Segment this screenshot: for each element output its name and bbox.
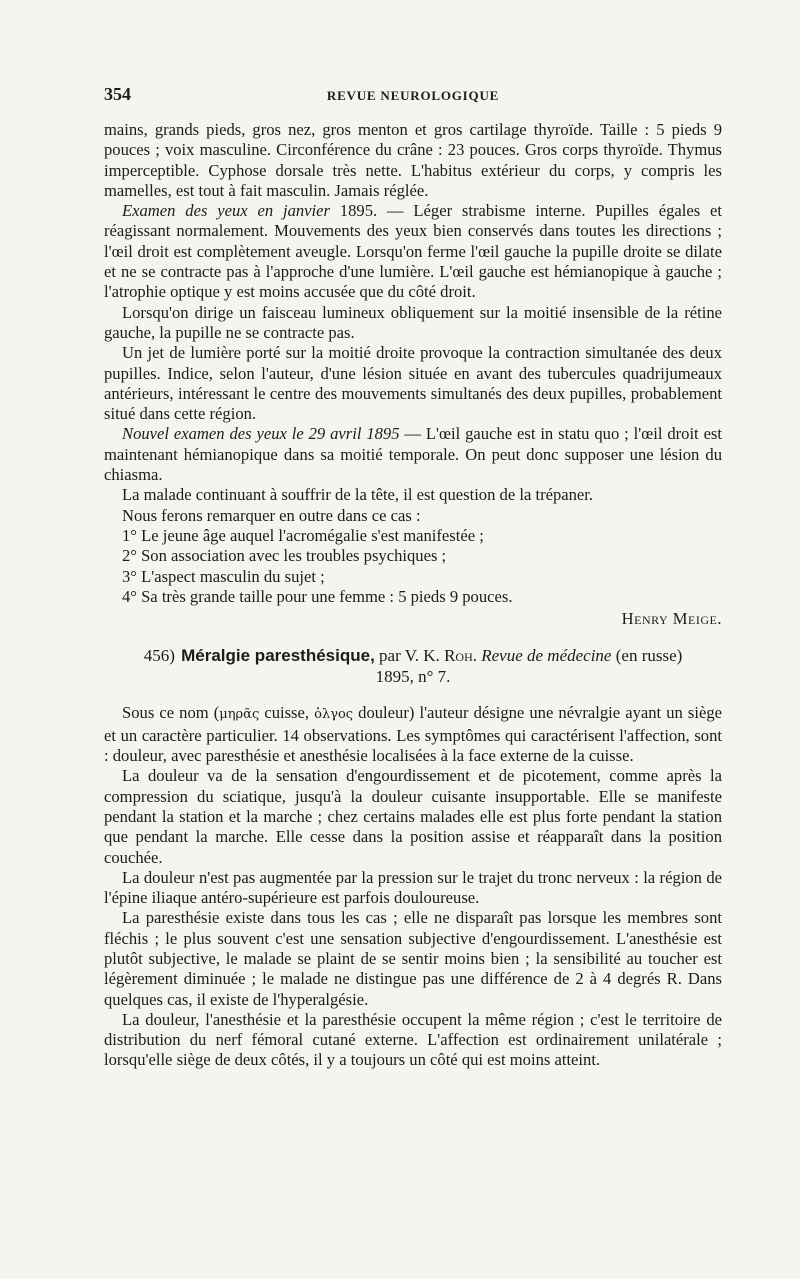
paragraph-text: Sous ce nom ( <box>122 703 220 723</box>
paragraph <box>104 201 722 302</box>
paragraph: mains, grands pieds, gros nez, gros menton et gros cartilage thyroïde. Taille : 5 pieds 9 pouces ; voix masculine. Circonférence du crâne : 23 pouces. Gros corps thyroïde. Thymus imperceptible. Cyphose dorsale très nette. L'habitus extérieur du corps, y compris les mamelles, est tout à fait masculin. Jamais réglée. <box>104 120 722 200</box>
paragraph: Lorsqu'on dirige un faisceau lumineux obliquement sur la moitié insensible de la rétine gauche, la pupille ne se contracte pas. <box>104 302 722 342</box>
article-title: Méralgie paresthésique, <box>181 646 375 666</box>
italic-phrase: Nouvel examen des yeux le 29 avril 1895 <box>122 424 400 444</box>
paragraph-text: cuisse, <box>259 703 315 723</box>
numbered-list <box>104 526 722 607</box>
paragraph: Nous ferons remarquer en outre dans ce cas : <box>122 505 421 525</box>
paragraph: La douleur, l'anesthésie et la paresthésie occupent la même région ; c'est le territoire de distribution du nerf fémoral cutané externe. L'affection est ordinairement unilatérale ; lorsqu'elle siège de deux côtés, il y a toujours un côté qui est moins atteint. <box>104 1009 722 1070</box>
greek-word: μηρᾶς <box>219 707 260 723</box>
article-by: par V. K. <box>379 646 440 666</box>
journal-issue: 1895, n° 7. <box>375 667 451 687</box>
article-456 <box>104 645 722 1070</box>
greek-word: ὀλγος <box>314 707 354 723</box>
list-item: 3° L'aspect masculin du sujet ; <box>122 566 325 586</box>
running-head: REVUE NEUROLOGIQUE <box>326 88 500 103</box>
italic-phrase: Examen des yeux en janvier <box>122 201 330 221</box>
previous-article-continuation <box>104 120 722 629</box>
paragraph: Un jet de lumière porté sur la moitié droite provoque la contraction simultanée des deux pupilles. Indice, selon l'auteur, d'une lésion située en avant des tubercules quadrijumeaux antérieurs, intéressant le centre des mouvements simultanés des deux pupilles, probablement situé dans cette région. <box>104 343 722 424</box>
paragraph: La douleur n'est pas augmentée par la pression sur le trajet du tronc nerveux : la région de l'épine iliaque antéro-supérieure est parfois douloureuse. <box>104 867 722 908</box>
paragraph <box>104 703 722 766</box>
paragraph <box>104 424 722 485</box>
article-number: 456) <box>143 646 175 666</box>
page-text-block <box>104 84 722 1071</box>
list-item: 4° Sa très grande taille pour une femme : 5 pieds 9 pouces. <box>122 586 513 606</box>
paragraph: La douleur va de la sensation d'engourdissement et de picotement, comme après la compression du sciatique, jusqu'à la douleur cuisante insupportable. Elle se manifeste pendant la station et la marche ; chez certains malades elle est plus forte pendant la station que pendant la marche. Elle cesse dans la position assise et réapparaît dans la position couchée. <box>104 766 722 867</box>
paragraph: La paresthésie existe dans tous les cas ; elle ne disparaît pas lorsque les membres sont fléchis ; le plus souvent c'est une sensation subjective d'engourdissement. L'anesthésie est plutôt subjective, le malade se plaint de se sentir moins bien ; la sensibilité au toucher est légèrement diminuée ; le malade ne distingue pas une différence de 2 à 4 degrés R. Dans quelques cas, il existe de l'hyperalgésie. <box>104 908 722 1009</box>
list-item: 2° Son association avec les troubles psychiques ; <box>122 546 447 566</box>
language-note: (en russe) <box>615 646 683 666</box>
paragraph-text: 1895. — Léger strabisme interne. Pupilles égales et réagissant normalement. Mouvements des yeux bien conservés dans toutes les directions ; l'œil droit est complètement aveugle. Lorsqu'on ferme l'œil gauche la pupille droite se dilate et ne se contracte pas à l'approche d'une lumière. L'œil gauche est hémianopique à gauche ; l'atrophie optique y est moins accusée que du côté droit. <box>104 201 722 302</box>
list-item: 1° Le jeune âge auquel l'acromégalie s'est manifestée ; <box>122 525 484 545</box>
paragraph-text: — L'œil gauche est in statu quo ; l'œil droit est maintenant hémianopique dans sa moitié temporale. On peut donc supposer une lésion du chiasma. <box>104 424 722 485</box>
journal-name: Revue de médecine <box>481 646 612 666</box>
page-header <box>104 84 722 114</box>
paragraph-text: douleur) l'auteur désigne une névralgie ayant un siège et un caractère particulier. 14 observations. Les symptômes qui caractérisent l'affection, sont : douleur, avec paresthésie et anesthésie localisées à la face externe de la cuisse. <box>104 703 723 766</box>
author-signature: Henry Meige. <box>621 609 722 629</box>
paragraph: La malade continuant à souffrir de la tête, il est question de la trépaner. <box>122 485 594 505</box>
article-heading <box>104 645 722 687</box>
article-author: Roh. <box>444 646 477 666</box>
page-number: 354 <box>104 84 131 104</box>
